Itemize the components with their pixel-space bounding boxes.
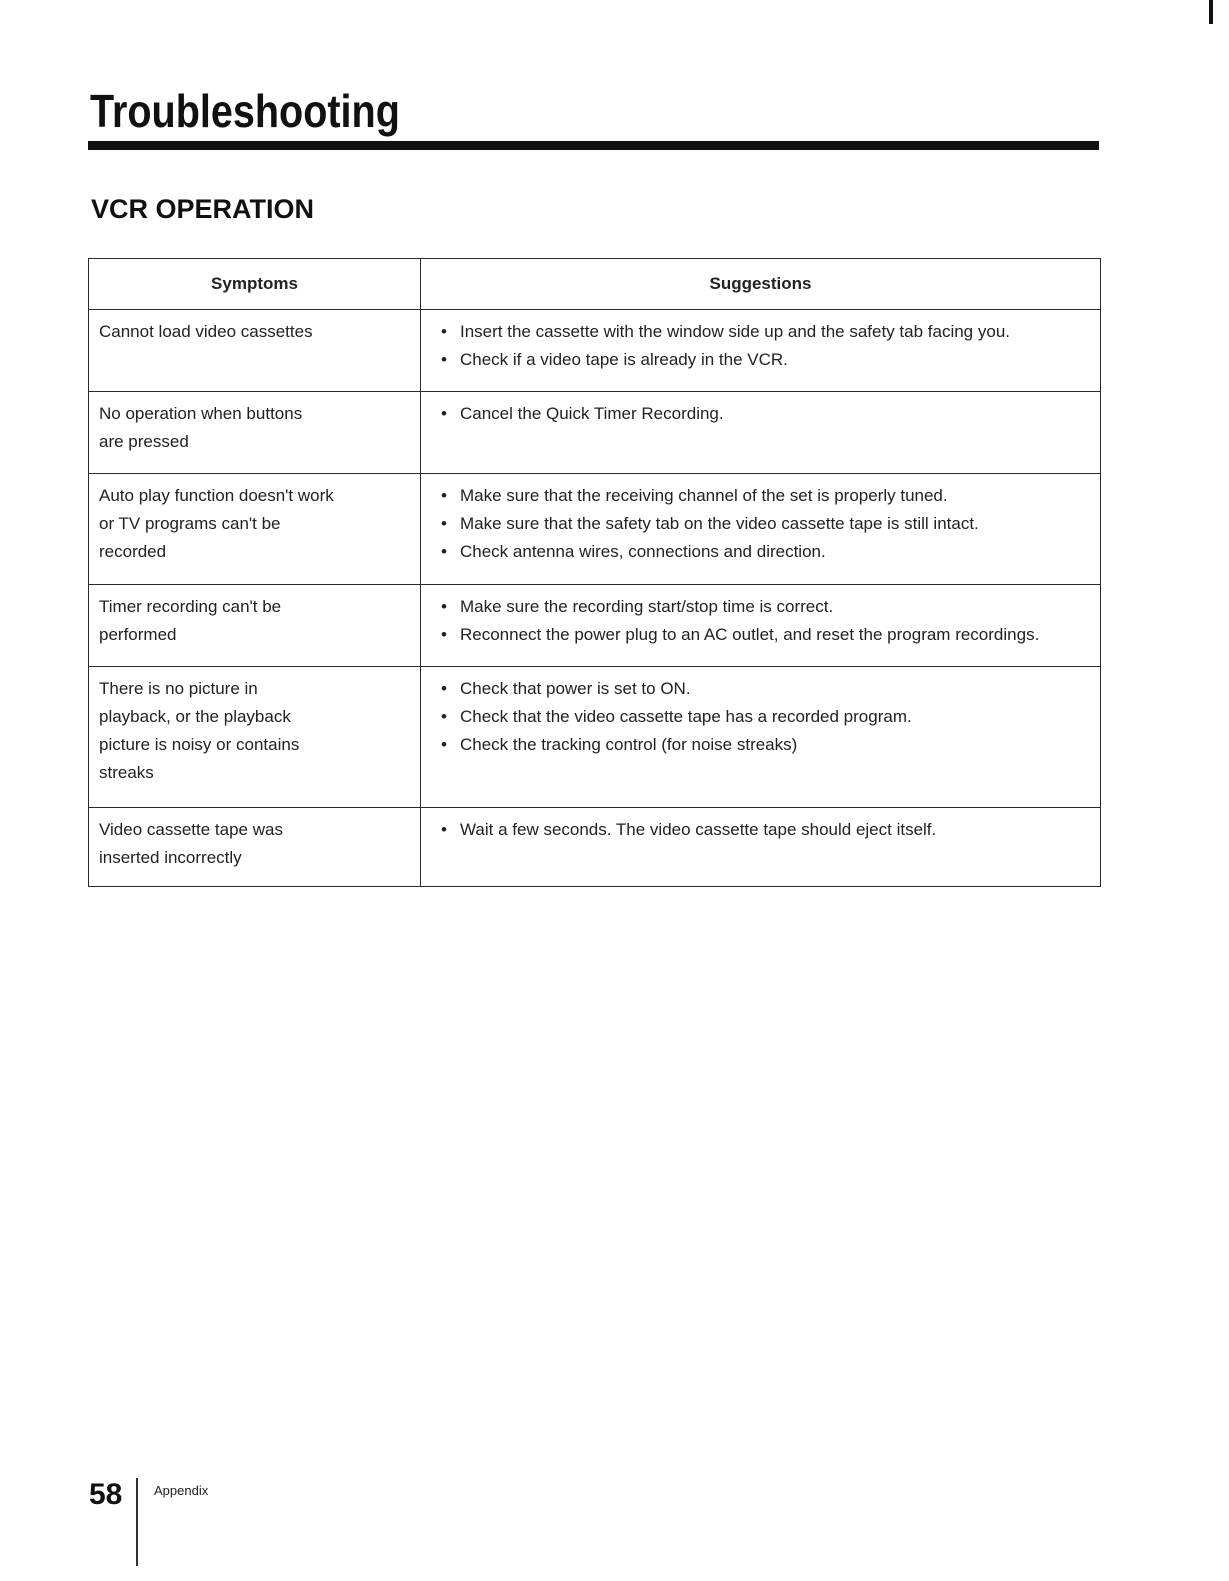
suggestion-list xyxy=(441,816,1090,844)
suggestion-item: • Make sure the recording start/stop time is correct. xyxy=(441,593,1090,621)
suggestion-cell xyxy=(421,808,1101,887)
suggestion-list xyxy=(441,482,1090,566)
page-title: Troubleshooting xyxy=(90,85,400,137)
table-row xyxy=(89,808,1101,887)
title-rule xyxy=(88,141,1099,150)
suggestions-header: Suggestions xyxy=(421,259,1101,310)
suggestion-item: • Make sure that the safety tab on the video cassette tape is still intact. xyxy=(441,510,1090,538)
table-row xyxy=(89,310,1101,392)
suggestion-list xyxy=(441,593,1090,649)
footer-divider xyxy=(136,1478,138,1566)
suggestion-cell xyxy=(421,392,1101,474)
suggestion-item: • Check if a video tape is already in the VCR. xyxy=(441,346,1090,374)
symptom-cell: Cannot load video cassettes xyxy=(89,310,421,392)
suggestion-item: • Reconnect the power plug to an AC outlet, and reset the program recordings. xyxy=(441,621,1090,649)
section-heading: VCR OPERATION xyxy=(91,194,315,224)
suggestion-list xyxy=(441,675,1090,759)
suggestion-item: • Check the tracking control (for noise streaks) xyxy=(441,731,1090,759)
footer-section-label: Appendix xyxy=(154,1483,209,1498)
suggestion-cell xyxy=(421,585,1101,667)
page-number: 58 xyxy=(89,1478,123,1511)
symptom-cell: There is no picture in playback, or the playback picture is noisy or contains streaks xyxy=(89,667,421,808)
table-row xyxy=(89,392,1101,474)
suggestion-item: • Make sure that the receiving channel of the set is properly tuned. xyxy=(441,482,1090,510)
suggestion-item: • Insert the cassette with the window side up and the safety tab facing you. xyxy=(441,318,1090,346)
page-edge-mark xyxy=(1209,0,1213,24)
symptom-cell: No operation when buttons are pressed xyxy=(89,392,421,474)
suggestion-item: • Wait a few seconds. The video cassette tape should eject itself. xyxy=(441,816,1090,844)
suggestion-cell xyxy=(421,667,1101,808)
suggestion-list xyxy=(441,400,1090,428)
symptom-cell: Auto play function doesn't work or TV programs can't be recorded xyxy=(89,474,421,585)
suggestion-item: • Check that power is set to ON. xyxy=(441,675,1090,703)
troubleshooting-table xyxy=(88,258,1101,887)
symptom-cell: Timer recording can't be performed xyxy=(89,585,421,667)
suggestion-list xyxy=(441,318,1090,374)
table-header-row xyxy=(89,259,1101,310)
symptoms-header: Symptoms xyxy=(89,259,421,310)
suggestion-cell xyxy=(421,310,1101,392)
symptom-cell: Video cassette tape was inserted incorrectly xyxy=(89,808,421,887)
suggestion-item: • Check antenna wires, connections and direction. xyxy=(441,538,1090,566)
table-row xyxy=(89,667,1101,808)
table-row xyxy=(89,585,1101,667)
suggestion-item: • Check that the video cassette tape has a recorded program. xyxy=(441,703,1090,731)
table-row xyxy=(89,474,1101,585)
suggestion-cell xyxy=(421,474,1101,585)
suggestion-item: • Cancel the Quick Timer Recording. xyxy=(441,400,1090,428)
